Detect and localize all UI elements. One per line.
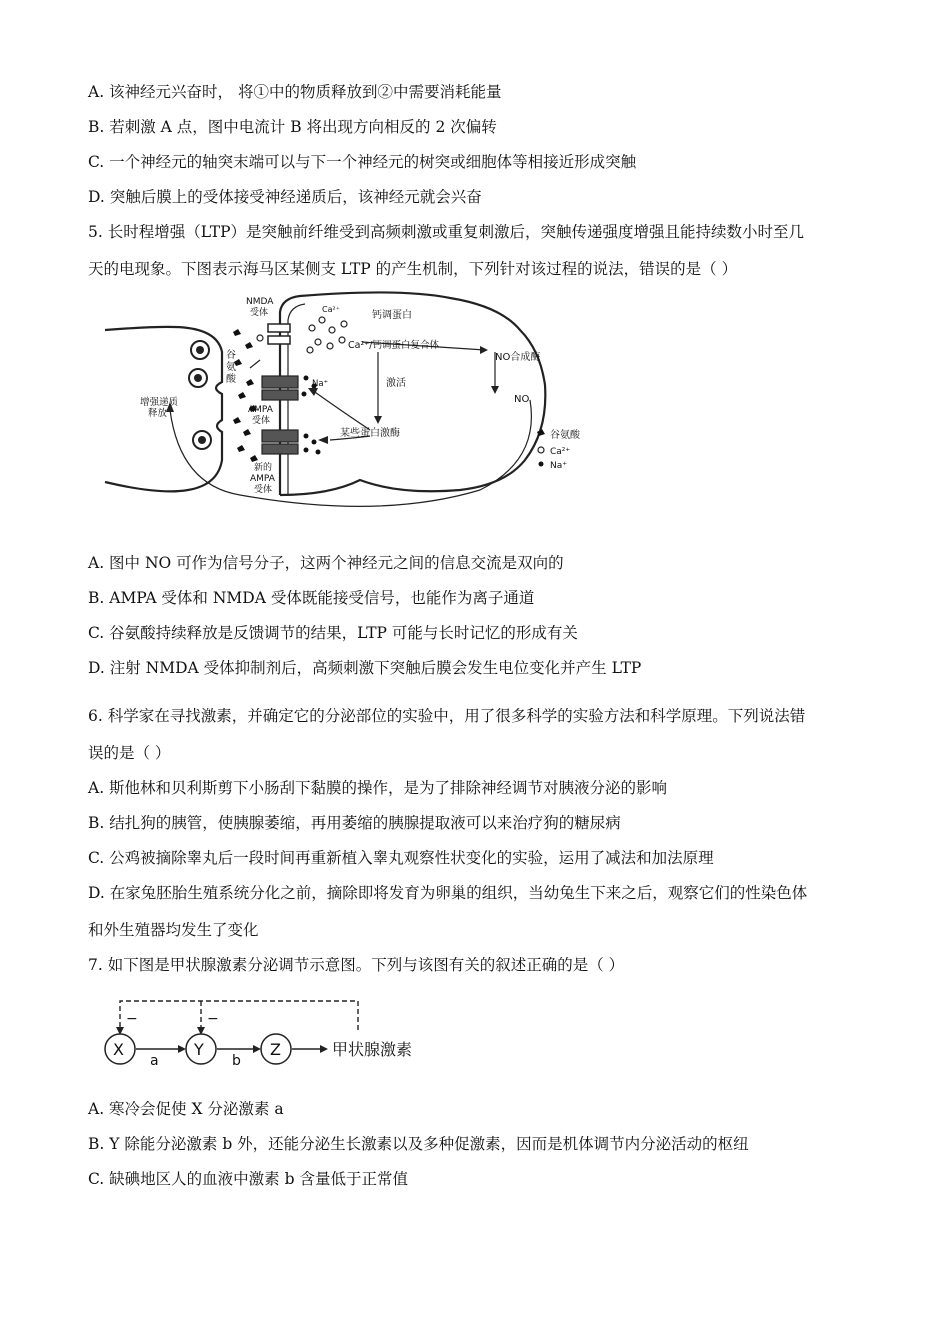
- node-y-label: Y: [194, 1040, 204, 1059]
- q4-option-d: D. 突触后膜上的受体接受神经递质后，该神经元就会兴奋: [88, 188, 482, 206]
- label-ampa-receptor: 受体: [252, 416, 271, 426]
- q6-option-b: B. 结扎狗的胰管，使胰腺萎缩，再用萎缩的胰腺提取液可以来治疗狗的糖尿病: [88, 814, 621, 832]
- legend-glutamate: 谷氨酸: [550, 430, 580, 441]
- q5-option-a: A. 图中 NO 可作为信号分子，这两个神经元之间的信息交流是双向的: [88, 554, 564, 572]
- ampa-receptor: [262, 376, 298, 400]
- synaptic-vesicle: [191, 341, 209, 359]
- label-calmodulin: 钙调蛋白: [372, 310, 412, 321]
- q4-option-c: C. 一个神经元的轴突末端可以与下一个神经元的树突或细胞体等相接近形成突触: [88, 153, 637, 171]
- q6-option-d: D. 在家兔胚胎生殖系统分化之前，摘除即将发育为卵巢的组织，当幼兔生下来之后，观察它们的性染色体: [88, 884, 808, 902]
- q5-option-b: B. AMPA 受体和 NMDA 受体既能接受信号，也能作为离子通道: [88, 589, 535, 607]
- q7-option-b: B. Y 除能分泌激素 b 外，还能分泌生长激素以及多种促激素，因而是机体调节内分泌活动的枢纽: [88, 1135, 749, 1153]
- synaptic-vesicle: [193, 431, 211, 449]
- q6-stem-line1: 6. 科学家在寻找激素，并确定它的分泌部位的实验中，用了很多科学的实验方法和科学原理。下列说法错: [88, 707, 806, 725]
- label-kinase: 某些蛋白激酶: [340, 428, 400, 439]
- q7-stem: 7. 如下图是甲状腺激素分泌调节示意图。下列与该图有关的叙述正确的是（ ）: [88, 956, 625, 974]
- label-na: Na⁺: [312, 379, 329, 389]
- label-ampa: AMPA: [248, 405, 273, 415]
- label-glu-3: 酸: [226, 374, 236, 385]
- q4-option-a: A. 该神经元兴奋时， 将①中的物质释放到②中需要消耗能量: [88, 83, 502, 101]
- label-glu-2: 氨: [226, 362, 236, 373]
- legend-na: Na⁺: [550, 461, 567, 471]
- synaptic-vesicle: [189, 369, 207, 387]
- label-activate: 激活: [386, 378, 406, 389]
- q6-option-d-line2: 和外生殖器均发生了变化: [88, 921, 259, 939]
- label-b: b: [232, 1053, 241, 1069]
- label-glu-1: 谷: [226, 350, 236, 361]
- label-new-1: 新的: [254, 463, 273, 473]
- label-nos: NO合成酶: [495, 352, 541, 363]
- q6-stem-line2: 误的是（ ）: [88, 744, 171, 762]
- glutamate-particles: [233, 329, 258, 462]
- label-enhance-2: 释放: [148, 408, 168, 419]
- new-ampa-receptor: [262, 430, 298, 454]
- calcium-ions: [257, 317, 347, 353]
- ltp-mechanism-figure: [100, 290, 590, 510]
- label-nmda-receptor: 受体: [250, 308, 269, 318]
- minus-sign-x: −: [126, 1011, 138, 1027]
- label-enhance-1: 增强递质: [140, 397, 179, 408]
- label-ca: Ca²⁺: [322, 305, 340, 314]
- q6-option-a: A. 斯他林和贝利斯剪下小肠刮下黏膜的操作，是为了排除神经调节对胰液分泌的影响: [88, 779, 668, 797]
- node-z-label: Z: [270, 1040, 281, 1059]
- q5-stem-line1: 5. 长时程增强（LTP）是突触前纤维受到高频刺激或重复刺激后，突触传递强度增强且能持续数小时至几: [88, 223, 805, 241]
- q6-option-c: C. 公鸡被摘除睾丸后一段时间再重新植入睾丸观察性状变化的实验，运用了减法和加法原理: [88, 849, 714, 867]
- label-thyroid-hormone: 甲状腺激素: [332, 1040, 413, 1059]
- label-complex: Ca²⁺/钙调蛋白复合体: [348, 340, 439, 351]
- node-x-label: X: [113, 1040, 124, 1059]
- label-new-3: 受体: [254, 485, 273, 495]
- q4-option-b: B. 若刺激 A 点，图中电流计 B 将出现方向相反的 2 次偏转: [88, 118, 497, 136]
- q7-option-c: C. 缺碘地区人的血液中激素 b 含量低于正常值: [88, 1170, 408, 1188]
- label-a: a: [150, 1053, 159, 1069]
- legend-ca: Ca²⁺: [550, 447, 571, 457]
- legend-na-marker: [539, 462, 544, 467]
- minus-sign-y: −: [207, 1011, 219, 1027]
- q5-option-d: D. 注射 NMDA 受体抑制剂后，高频刺激下突触后膜会发生电位变化并产生 LTP: [88, 659, 642, 677]
- q5-stem-line2: 天的电现象。下图表示海马区某侧支 LTP 的产生机制，下列针对该过程的说法，错误的是（ ）: [88, 260, 738, 278]
- label-nmda: NMDA: [246, 297, 274, 307]
- legend-ca-marker: [538, 447, 544, 453]
- label-no: NO: [514, 394, 530, 405]
- q7-option-a: A. 寒冷会促使 X 分泌激素 a: [88, 1100, 284, 1118]
- label-new-2: AMPA: [250, 474, 275, 484]
- q5-option-c: C. 谷氨酸持续释放是反馈调节的结果，LTP 可能与长时记忆的形成有关: [88, 624, 578, 642]
- thyroid-regulation-figure: [100, 995, 440, 1075]
